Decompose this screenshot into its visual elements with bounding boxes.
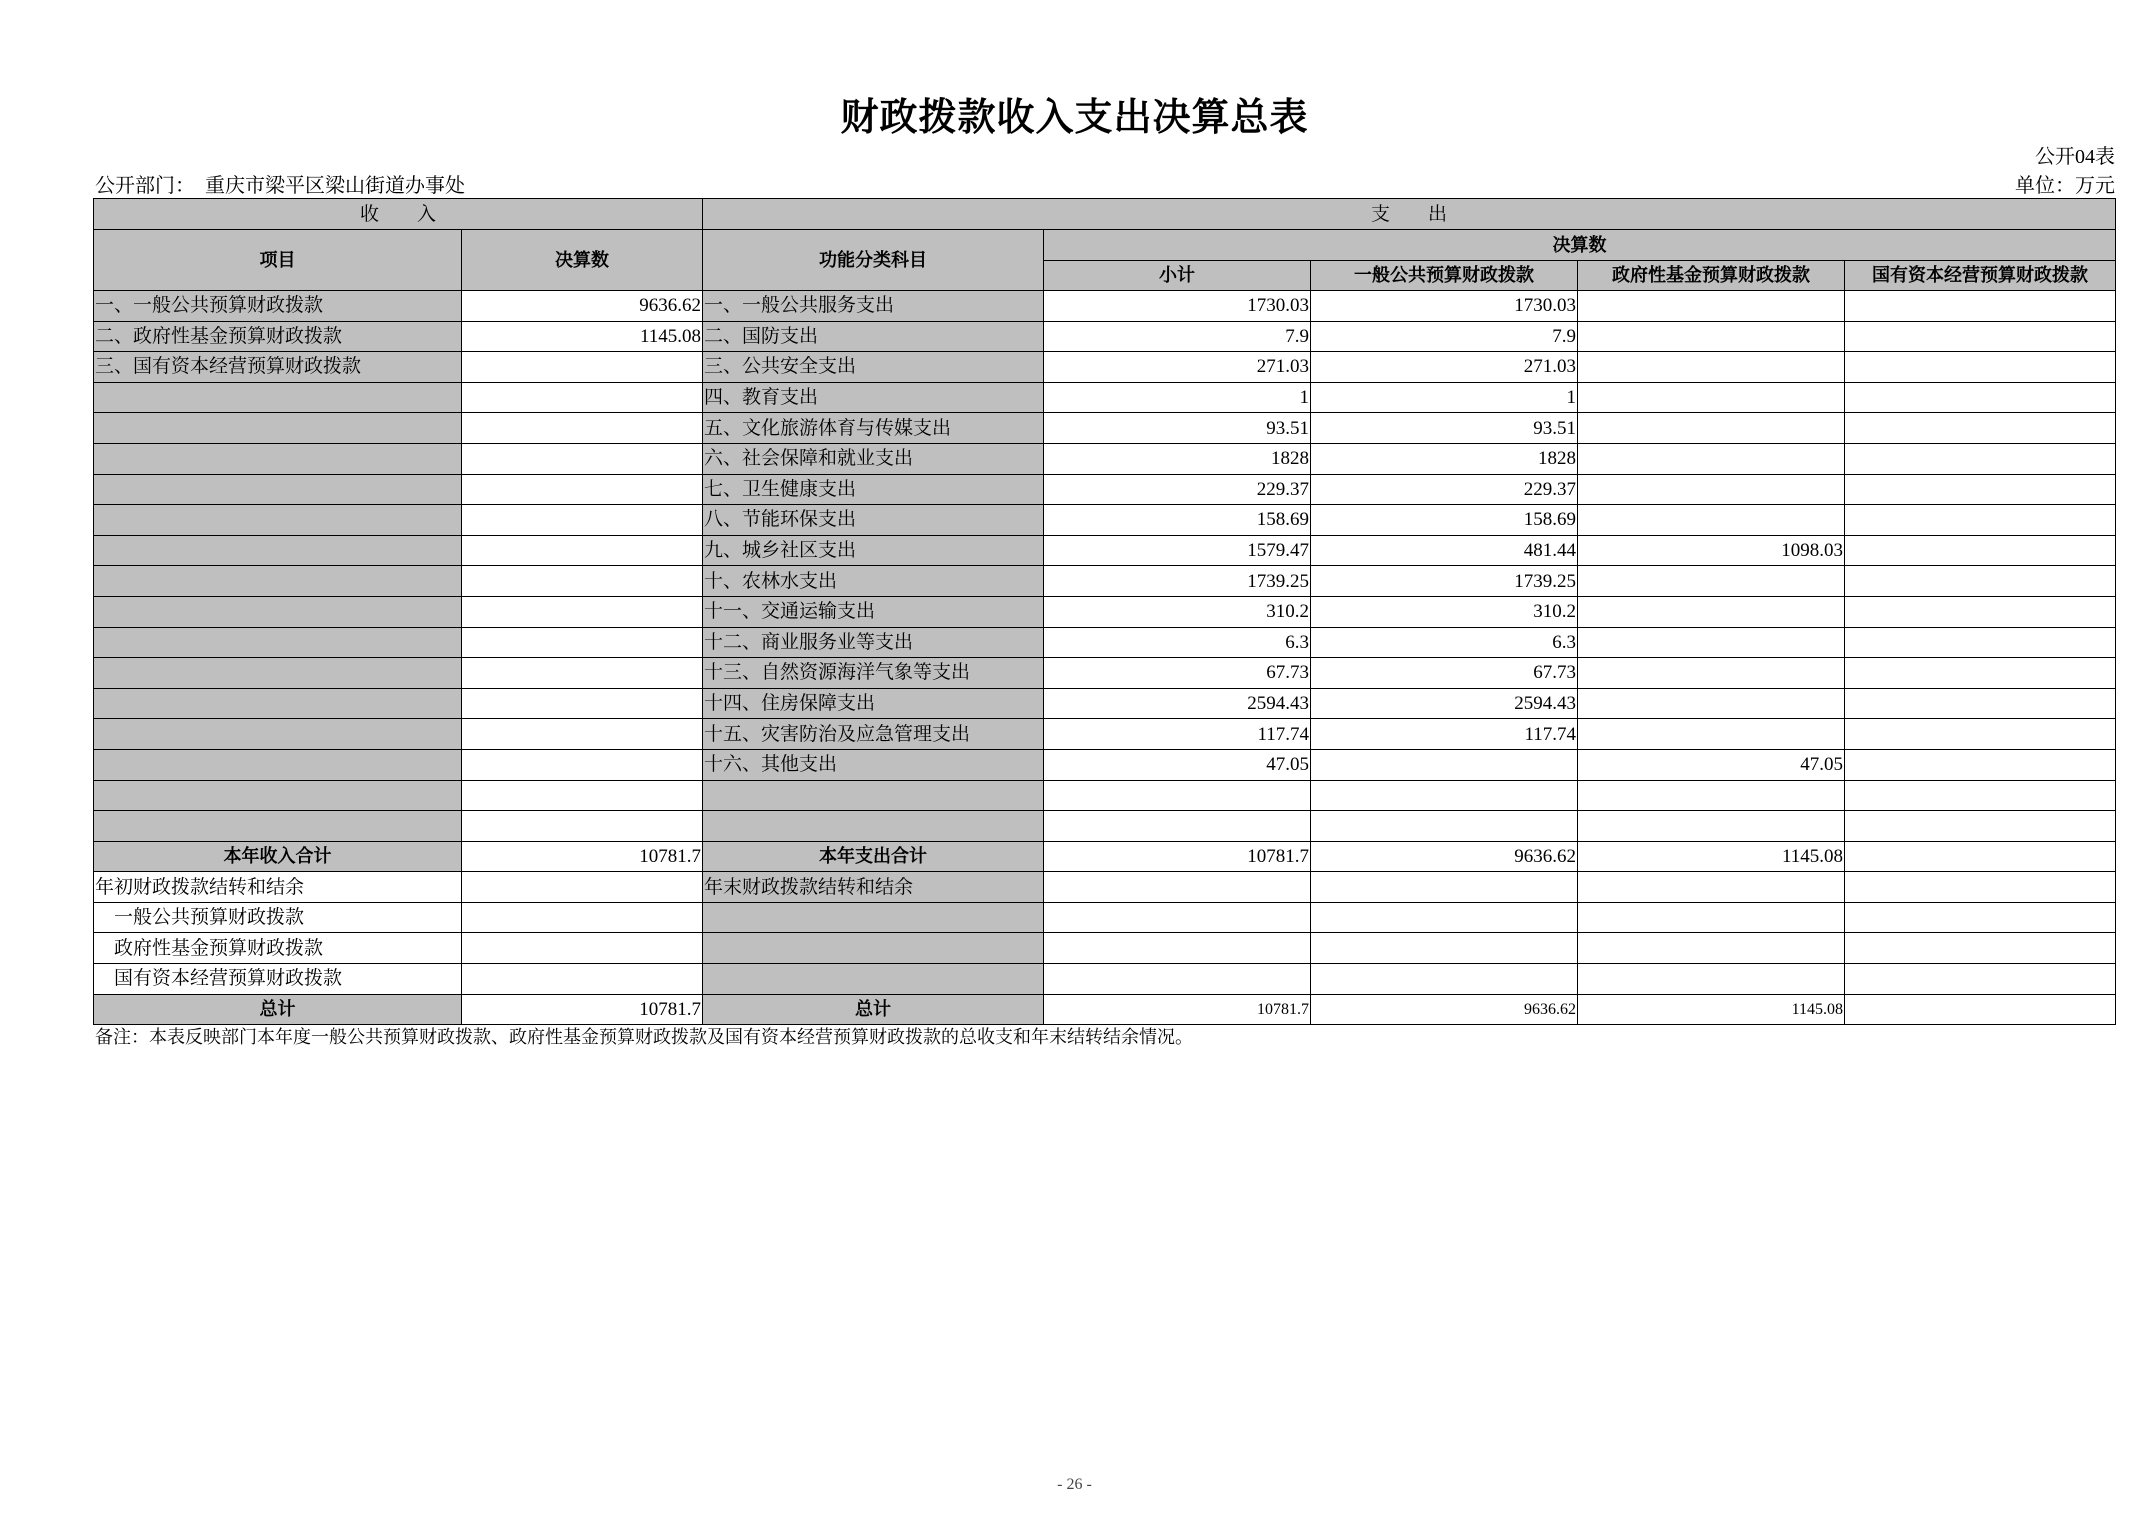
expense-category-cell: 十、农林水支出 xyxy=(703,566,1044,597)
table-row xyxy=(94,719,2116,750)
carryover-expense-item: 年末财政拨款结转和结余 xyxy=(703,872,1044,903)
income-item-cell: 三、国有资本经营预算财政拨款 xyxy=(94,352,462,383)
table-row xyxy=(94,505,2116,536)
year-state-capital-total xyxy=(1845,841,2116,872)
grand-income-total-label: 总计 xyxy=(94,994,462,1025)
carryover-subtotal xyxy=(1044,902,1311,933)
carryover-state-capital xyxy=(1845,902,2116,933)
gov-fund-cell xyxy=(1578,382,1845,413)
income-amount-cell xyxy=(462,811,703,842)
state-capital-cell xyxy=(1845,627,2116,658)
grand-general-budget-total: 9636.62 xyxy=(1311,994,1578,1025)
carryover-income-amount xyxy=(462,902,703,933)
expense-category-cell: 七、卫生健康支出 xyxy=(703,474,1044,505)
general-budget-cell: 1739.25 xyxy=(1311,566,1578,597)
expense-category-cell: 五、文化旅游体育与传媒支出 xyxy=(703,413,1044,444)
subtotal-cell: 7.9 xyxy=(1044,321,1311,352)
grand-state-capital-total xyxy=(1845,994,2116,1025)
income-amount-cell xyxy=(462,596,703,627)
general-budget-cell: 158.69 xyxy=(1311,505,1578,536)
general-budget-cell xyxy=(1311,780,1578,811)
expense-header: 支 出 xyxy=(703,199,2116,230)
carryover-income-amount xyxy=(462,872,703,903)
income-item-cell xyxy=(94,566,462,597)
table-row xyxy=(94,566,2116,597)
expense-category-cell: 十一、交通运输支出 xyxy=(703,596,1044,627)
income-amount-cell xyxy=(462,749,703,780)
state-capital-cell xyxy=(1845,719,2116,750)
income-header: 收 入 xyxy=(94,199,703,230)
state-capital-cell xyxy=(1845,566,2116,597)
table-row xyxy=(94,780,2116,811)
expense-category-cell: 十五、灾害防治及应急管理支出 xyxy=(703,719,1044,750)
expense-category-cell: 十六、其他支出 xyxy=(703,749,1044,780)
state-capital-cell xyxy=(1845,321,2116,352)
income-item-cell xyxy=(94,688,462,719)
subtotal-cell: 6.3 xyxy=(1044,627,1311,658)
income-item-cell xyxy=(94,474,462,505)
carryover-expense-item xyxy=(703,964,1044,995)
state-capital-header: 国有资本经营预算财政拨款 xyxy=(1845,261,2116,291)
income-amount-cell xyxy=(462,505,703,536)
carryover-gov-fund xyxy=(1578,964,1845,995)
expense-category-cell: 十四、住房保障支出 xyxy=(703,688,1044,719)
carryover-state-capital xyxy=(1845,933,2116,964)
subtotal-cell: 1 xyxy=(1044,382,1311,413)
income-item-cell: 一、一般公共预算财政拨款 xyxy=(94,291,462,322)
table-row xyxy=(94,811,2116,842)
table-row xyxy=(94,352,2116,383)
state-capital-cell xyxy=(1845,780,2116,811)
general-budget-header: 一般公共预算财政拨款 xyxy=(1311,261,1578,291)
gov-fund-cell xyxy=(1578,811,1845,842)
income-amount-cell xyxy=(462,566,703,597)
income-item-cell xyxy=(94,535,462,566)
income-amount-cell xyxy=(462,352,703,383)
income-item-cell xyxy=(94,413,462,444)
department-line xyxy=(95,169,465,198)
income-item-cell xyxy=(94,658,462,689)
final-amount-group-header: 决算数 xyxy=(1044,230,2116,261)
general-budget-cell: 117.74 xyxy=(1311,719,1578,750)
carryover-expense-item xyxy=(703,933,1044,964)
year-income-total-amount: 10781.7 xyxy=(462,841,703,872)
income-amount-cell xyxy=(462,443,703,474)
subtotal-header: 小计 xyxy=(1044,261,1311,291)
year-general-budget-total: 9636.62 xyxy=(1311,841,1578,872)
general-budget-cell: 229.37 xyxy=(1311,474,1578,505)
carryover-general-budget xyxy=(1311,872,1578,903)
carryover-gov-fund xyxy=(1578,902,1845,933)
grand-expense-total-label: 总计 xyxy=(703,994,1044,1025)
carryover-row xyxy=(94,933,2116,964)
carryover-income-item: 一般公共预算财政拨款 xyxy=(94,902,462,933)
expense-category-cell xyxy=(703,780,1044,811)
gov-fund-cell: 1098.03 xyxy=(1578,535,1845,566)
table-row xyxy=(94,443,2116,474)
subtotal-cell: 117.74 xyxy=(1044,719,1311,750)
gov-fund-cell xyxy=(1578,780,1845,811)
gov-fund-cell xyxy=(1578,596,1845,627)
expense-category-cell: 三、公共安全支出 xyxy=(703,352,1044,383)
department-label: 公开部门： xyxy=(95,175,195,197)
general-budget-cell: 1730.03 xyxy=(1311,291,1578,322)
table-row xyxy=(94,413,2116,444)
department-name: 重庆市梁平区梁山街道办事处 xyxy=(205,175,465,197)
income-amount-cell xyxy=(462,627,703,658)
income-item-cell xyxy=(94,443,462,474)
income-amount-cell xyxy=(462,658,703,689)
state-capital-cell xyxy=(1845,811,2116,842)
table-row xyxy=(94,658,2116,689)
carryover-income-item: 年初财政拨款结转和结余 xyxy=(94,872,462,903)
carryover-general-budget xyxy=(1311,964,1578,995)
gov-fund-cell xyxy=(1578,566,1845,597)
income-item-cell xyxy=(94,780,462,811)
page-title: 财政拨款收入支出决算总表 xyxy=(840,95,1309,139)
header-row-2 xyxy=(94,230,2116,261)
header-row-1 xyxy=(94,199,2116,230)
subtotal-cell xyxy=(1044,780,1311,811)
gov-fund-cell: 47.05 xyxy=(1578,749,1845,780)
general-budget-cell xyxy=(1311,811,1578,842)
carryover-income-item: 政府性基金预算财政拨款 xyxy=(94,933,462,964)
income-amount-cell xyxy=(462,474,703,505)
income-amount-cell xyxy=(462,719,703,750)
carryover-subtotal xyxy=(1044,964,1311,995)
subtotal-cell: 67.73 xyxy=(1044,658,1311,689)
year-total-row xyxy=(94,841,2116,872)
income-amount-cell xyxy=(462,535,703,566)
grand-income-total-amount: 10781.7 xyxy=(462,994,703,1025)
gov-fund-cell xyxy=(1578,321,1845,352)
table-row xyxy=(94,627,2116,658)
subtotal-cell: 271.03 xyxy=(1044,352,1311,383)
table-row xyxy=(94,596,2116,627)
carryover-gov-fund xyxy=(1578,933,1845,964)
table-row xyxy=(94,688,2116,719)
income-item-cell xyxy=(94,749,462,780)
gov-fund-cell xyxy=(1578,505,1845,536)
table-row xyxy=(94,291,2116,322)
grand-gov-fund-total: 1145.08 xyxy=(1578,994,1845,1025)
income-amount-cell xyxy=(462,413,703,444)
general-budget-cell: 481.44 xyxy=(1311,535,1578,566)
state-capital-cell xyxy=(1845,443,2116,474)
gov-fund-cell xyxy=(1578,719,1845,750)
budget-summary-table xyxy=(93,198,2116,1025)
general-budget-cell: 93.51 xyxy=(1311,413,1578,444)
expense-category-cell xyxy=(703,811,1044,842)
gov-fund-cell xyxy=(1578,474,1845,505)
page-number: - 26 - xyxy=(1057,1476,1092,1493)
state-capital-cell xyxy=(1845,658,2116,689)
gov-fund-cell xyxy=(1578,443,1845,474)
income-item-cell: 二、政府性基金预算财政拨款 xyxy=(94,321,462,352)
carryover-general-budget xyxy=(1311,933,1578,964)
expense-category-cell: 十二、商业服务业等支出 xyxy=(703,627,1044,658)
carryover-state-capital xyxy=(1845,964,2116,995)
income-item-cell xyxy=(94,811,462,842)
income-item-cell xyxy=(94,627,462,658)
income-amount-cell xyxy=(462,382,703,413)
income-item-cell xyxy=(94,505,462,536)
general-budget-cell: 67.73 xyxy=(1311,658,1578,689)
grand-total-row xyxy=(94,994,2116,1025)
gov-fund-cell xyxy=(1578,352,1845,383)
subtotal-cell: 47.05 xyxy=(1044,749,1311,780)
expense-category-cell: 八、节能环保支出 xyxy=(703,505,1044,536)
carryover-expense-item xyxy=(703,902,1044,933)
state-capital-cell xyxy=(1845,474,2116,505)
subtotal-cell: 1828 xyxy=(1044,443,1311,474)
state-capital-cell xyxy=(1845,535,2116,566)
carryover-row xyxy=(94,964,2116,995)
gov-fund-cell xyxy=(1578,291,1845,322)
gov-fund-cell xyxy=(1578,658,1845,689)
form-number: 公开04表 xyxy=(2035,146,2115,168)
subtotal-cell: 93.51 xyxy=(1044,413,1311,444)
state-capital-cell xyxy=(1845,382,2116,413)
subtotal-cell xyxy=(1044,811,1311,842)
carryover-general-budget xyxy=(1311,902,1578,933)
income-amount-cell: 1145.08 xyxy=(462,321,703,352)
final-amount-header: 决算数 xyxy=(462,230,703,291)
income-item-cell xyxy=(94,596,462,627)
general-budget-cell xyxy=(1311,749,1578,780)
general-budget-cell: 7.9 xyxy=(1311,321,1578,352)
table-row xyxy=(94,474,2116,505)
footnote: 备注：本表反映部门本年度一般公共预算财政拨款、政府性基金预算财政拨款及国有资本经营预算财政拨款的总收支和年末结转结余情况。 xyxy=(95,1027,1193,1047)
expense-category-cell: 一、一般公共服务支出 xyxy=(703,291,1044,322)
carryover-subtotal xyxy=(1044,872,1311,903)
gov-fund-cell xyxy=(1578,627,1845,658)
table-row xyxy=(94,382,2116,413)
gov-fund-cell xyxy=(1578,413,1845,444)
income-amount-cell xyxy=(462,688,703,719)
subtotal-cell: 2594.43 xyxy=(1044,688,1311,719)
subtotal-cell: 1730.03 xyxy=(1044,291,1311,322)
grand-expense-subtotal: 10781.7 xyxy=(1044,994,1311,1025)
state-capital-cell xyxy=(1845,413,2116,444)
state-capital-cell xyxy=(1845,596,2116,627)
year-expense-total-label: 本年支出合计 xyxy=(703,841,1044,872)
general-budget-cell: 6.3 xyxy=(1311,627,1578,658)
expense-category-cell: 二、国防支出 xyxy=(703,321,1044,352)
income-amount-cell xyxy=(462,780,703,811)
unit-label: 单位：万元 xyxy=(2015,175,2115,197)
state-capital-cell xyxy=(1845,291,2116,322)
year-income-total-label: 本年收入合计 xyxy=(94,841,462,872)
carryover-income-amount xyxy=(462,933,703,964)
table-row xyxy=(94,749,2116,780)
expense-category-cell: 六、社会保障和就业支出 xyxy=(703,443,1044,474)
expense-category-cell: 十三、自然资源海洋气象等支出 xyxy=(703,658,1044,689)
general-budget-cell: 1828 xyxy=(1311,443,1578,474)
subtotal-cell: 158.69 xyxy=(1044,505,1311,536)
gov-fund-cell xyxy=(1578,688,1845,719)
carryover-state-capital xyxy=(1845,872,2116,903)
state-capital-cell xyxy=(1845,352,2116,383)
year-expense-subtotal: 10781.7 xyxy=(1044,841,1311,872)
subtotal-cell: 1739.25 xyxy=(1044,566,1311,597)
subtotal-cell: 229.37 xyxy=(1044,474,1311,505)
general-budget-cell: 310.2 xyxy=(1311,596,1578,627)
carryover-income-amount xyxy=(462,964,703,995)
state-capital-cell xyxy=(1845,688,2116,719)
general-budget-cell: 2594.43 xyxy=(1311,688,1578,719)
state-capital-cell xyxy=(1845,505,2116,536)
year-gov-fund-total: 1145.08 xyxy=(1578,841,1845,872)
subtotal-cell: 1579.47 xyxy=(1044,535,1311,566)
general-budget-cell: 1 xyxy=(1311,382,1578,413)
subtotal-cell: 310.2 xyxy=(1044,596,1311,627)
income-amount-cell: 9636.62 xyxy=(462,291,703,322)
general-budget-cell: 271.03 xyxy=(1311,352,1578,383)
carryover-income-item: 国有资本经营预算财政拨款 xyxy=(94,964,462,995)
table-row xyxy=(94,535,2116,566)
carryover-gov-fund xyxy=(1578,872,1845,903)
gov-fund-header: 政府性基金预算财政拨款 xyxy=(1578,261,1845,291)
item-header: 项目 xyxy=(94,230,462,291)
expense-category-cell: 四、教育支出 xyxy=(703,382,1044,413)
carryover-row xyxy=(94,902,2116,933)
table-row xyxy=(94,321,2116,352)
expense-category-cell: 九、城乡社区支出 xyxy=(703,535,1044,566)
income-item-cell xyxy=(94,719,462,750)
carryover-subtotal xyxy=(1044,933,1311,964)
func-category-header: 功能分类科目 xyxy=(703,230,1044,291)
income-item-cell xyxy=(94,382,462,413)
carryover-row xyxy=(94,872,2116,903)
state-capital-cell xyxy=(1845,749,2116,780)
